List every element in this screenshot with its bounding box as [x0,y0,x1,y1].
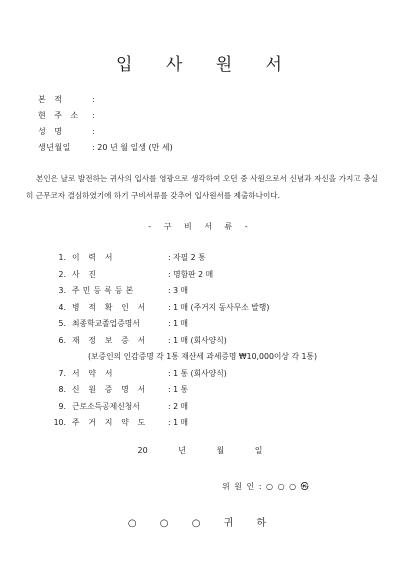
item-value: : 1 통 [168,385,189,394]
item-number: 10. [53,418,66,427]
guarantee-note: (보증인의 인감증명 각 1통 재산세 과세증명 ₩10,000이상 각 1통) [88,352,317,361]
item-name: 이 력 서 [72,253,116,262]
item-number: 9. [58,401,66,411]
item-number: 3. [58,286,66,295]
field-label: 현 주 소 [38,111,82,120]
field-value: : [92,127,95,136]
item-number: 7. [58,368,66,378]
list-item [48,366,317,383]
list-item [48,250,317,267]
documents-heading: - 구 비 서 류 - [148,222,252,231]
item-value: : 자필 2 통 [168,253,206,262]
item-name: 재 정 보 증 서 [72,335,149,345]
field-row-address [38,108,173,124]
field-label: 성 명 [38,127,65,136]
item-name: 서 약 서 [72,368,116,378]
field-value: : [92,95,95,104]
recipient-line: ○ ○ ○ 귀 하 [127,518,273,529]
item-name: 근로소득공제신청서 [72,401,140,411]
item-number: 1. [58,253,66,262]
item-number: 6. [58,335,66,345]
field-label: 본 적 [38,95,65,104]
list-item [48,382,317,399]
field-value: : [92,111,95,120]
item-value: : 1 매 (주거지 동사무소 발행) [168,302,270,312]
applicant-info [38,92,173,156]
field-label: 생년월일 [38,143,71,152]
field-value: : 20 년 월 일생 (만 세) [92,143,173,152]
item-number: 8. [58,385,66,394]
list-item [48,267,317,284]
item-number: 5. [58,319,66,328]
list-item [48,399,317,416]
field-row-birthdate [38,140,173,156]
list-item [48,415,317,432]
list-item [48,283,317,300]
list-item [48,333,317,350]
item-number: 2. [58,269,66,279]
item-name: 주 거 지 약 도 [72,418,149,427]
item-value: : 명함판 2 매 [168,269,214,279]
item-value: : 2 매 [168,401,189,411]
item-value: : 1 매 [168,418,189,427]
intro-paragraph: 본인은 날로 발전하는 귀사의 입사를 영광으로 생각하여 오던 중 사원으로서 신념과 자신을 가지고 충실히 근무코자 결심하였기에 하기 구비서류를 갖추어 입사원서를 제출하나이다. [26,174,378,200]
list-item [48,316,317,333]
list-item [48,300,317,317]
applicant-signature: 위 원 인 : ○ ○ ○ ㉿ [222,482,310,491]
item-value: : 1 매 [168,319,189,328]
item-value: : 1 통 (회사양식) [168,368,227,378]
item-name: 병 적 확 인 서 [72,302,149,312]
item-name: 신 원 증 명 서 [72,385,149,394]
document-title: 입 사 원 서 [116,55,284,75]
required-documents-list [48,250,317,432]
field-row-name [38,124,173,140]
date-line: 20 년 월 일 [137,446,263,455]
item-name: 사 진 [72,269,100,279]
item-name: 최종학교졸업증명서 [72,319,140,328]
item-value: : 3 매 [168,286,189,295]
item-value: : 1 매 (회사양식) [168,335,227,345]
item-number: 4. [58,302,66,312]
item-name: 주민등록등본 [72,286,137,295]
field-row-domicile [38,92,173,108]
